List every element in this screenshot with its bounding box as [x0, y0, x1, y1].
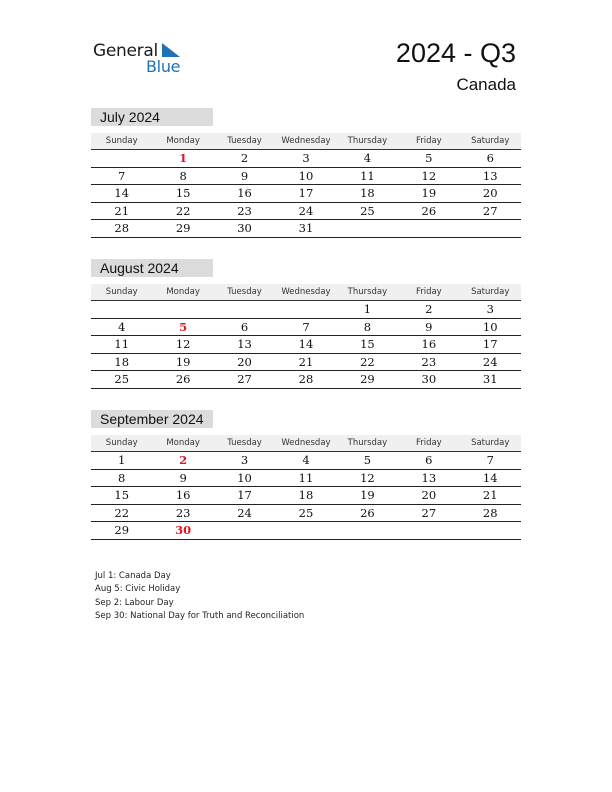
month-july: [91, 108, 521, 238]
day-cell: 12: [421, 168, 437, 183]
day-cell: 6: [425, 453, 433, 467]
day-cell: 4: [118, 319, 126, 334]
day-cell: 17: [298, 186, 314, 200]
day-cell: 23: [175, 505, 191, 520]
day-cell: 13: [237, 337, 252, 351]
day-cell: 11: [114, 337, 130, 351]
month-august: [91, 259, 521, 389]
day-cell: [152, 301, 213, 318]
weekday-header: Thursday: [347, 136, 388, 146]
day-cell: 22: [175, 203, 191, 218]
day-cell: 18: [298, 488, 314, 502]
day-cell: 13: [482, 168, 498, 183]
day-cell: 31: [482, 372, 498, 386]
week-row: [91, 301, 521, 319]
weekday-header: Friday: [415, 287, 442, 297]
day-cell: 29: [175, 221, 191, 235]
day-cell: 7: [486, 453, 494, 467]
country-name: Canada: [456, 75, 516, 94]
day-cell: 11: [360, 168, 375, 183]
day-cell: [275, 301, 336, 318]
week-row: [91, 371, 521, 389]
day-cell: 9: [425, 319, 433, 334]
day-cell: 25: [114, 372, 130, 386]
day-cell: 25: [298, 505, 314, 520]
day-cell: 17: [237, 488, 252, 502]
day-cell: 21: [114, 203, 130, 218]
day-cell: 8: [118, 470, 126, 485]
day-cell: 10: [298, 168, 314, 183]
day-cell: 6: [486, 151, 494, 165]
brand-logo: [93, 41, 193, 77]
day-cell: 26: [175, 372, 191, 386]
day-cell: 22: [360, 354, 375, 369]
day-cell: 30: [237, 221, 252, 235]
day-cell: 14: [298, 337, 314, 351]
day-cell: 15: [175, 186, 191, 200]
weekday-header: Wednesday: [281, 287, 331, 297]
day-cell: 3: [486, 302, 494, 316]
week-rows: [91, 452, 521, 540]
day-cell: 9: [179, 470, 187, 485]
day-cell: 10: [237, 470, 252, 485]
day-cell: 29: [114, 523, 130, 537]
day-cell: 28: [482, 505, 498, 520]
day-cell: [214, 301, 275, 318]
day-cell: 13: [421, 470, 437, 485]
day-cell: 15: [360, 337, 375, 351]
day-cell: 14: [114, 186, 130, 200]
weekday-header-row: [91, 284, 521, 301]
holiday-note: Sep 2: Labour Day: [95, 597, 174, 608]
weekday-header: Thursday: [347, 438, 388, 448]
day-cell: 24: [482, 354, 498, 369]
day-cell: 18: [360, 186, 375, 200]
day-cell: [460, 522, 521, 539]
day-cell: 19: [421, 186, 437, 200]
day-cell: 31: [298, 221, 314, 235]
day-cell-holiday: 2: [179, 453, 188, 467]
week-rows: [91, 301, 521, 389]
day-cell: 14: [482, 470, 498, 485]
day-cell: 5: [425, 151, 433, 165]
month-september: [91, 410, 521, 540]
weekday-header: Saturday: [471, 287, 510, 297]
day-cell: 8: [363, 319, 372, 334]
week-row: [91, 470, 521, 488]
day-cell: 21: [298, 354, 314, 369]
holiday-note: Aug 5: Civic Holiday: [95, 584, 181, 595]
day-cell-holiday: 1: [179, 151, 188, 165]
day-cell: 4: [302, 453, 310, 467]
day-cell: 27: [421, 505, 437, 520]
week-row: [91, 336, 521, 354]
day-cell: 16: [175, 488, 191, 502]
month-title: July 2024: [91, 108, 213, 126]
day-cell: 23: [421, 354, 437, 369]
day-cell: 11: [298, 470, 314, 485]
weekday-header: Thursday: [347, 287, 388, 297]
weekday-header: Monday: [166, 136, 200, 146]
day-cell: 8: [179, 168, 187, 183]
day-cell: 29: [360, 372, 375, 386]
day-cell: [398, 522, 459, 539]
day-cell: 21: [482, 488, 498, 502]
day-cell: 9: [240, 168, 249, 183]
day-cell: 17: [482, 337, 498, 351]
weekday-header: Tuesday: [227, 136, 262, 146]
weekday-header: Sunday: [105, 287, 138, 297]
day-cell: 12: [360, 470, 375, 485]
day-cell: [337, 220, 398, 237]
day-cell: 24: [298, 203, 314, 218]
day-cell: 7: [118, 168, 126, 183]
holiday-note: Sep 30: National Day for Truth and Reconciliation: [95, 610, 305, 621]
day-cell-holiday: 30: [175, 523, 192, 537]
weekday-header-row: [91, 133, 521, 150]
day-cell: [398, 220, 459, 237]
month-title: August 2024: [91, 259, 213, 277]
weekday-header: Sunday: [105, 136, 138, 146]
weekday-header: Friday: [415, 438, 442, 448]
brand-word-blue: Blue: [146, 57, 181, 76]
weekday-header-row: [91, 435, 521, 452]
day-cell: [275, 522, 336, 539]
day-cell: 20: [421, 488, 437, 502]
weekday-header: Wednesday: [281, 136, 331, 146]
day-cell: 2: [425, 302, 433, 316]
day-cell: 3: [240, 453, 249, 467]
brand-word-general: General: [93, 41, 158, 61]
day-cell: 3: [302, 151, 310, 165]
day-cell: 27: [237, 372, 252, 386]
day-cell: 20: [482, 186, 498, 200]
day-cell: [460, 220, 521, 237]
weekday-header: Monday: [166, 438, 200, 448]
week-row: [91, 487, 521, 505]
weekday-header: Tuesday: [227, 287, 262, 297]
day-cell: 4: [363, 151, 372, 165]
day-cell: 19: [175, 354, 191, 369]
weekday-header: Saturday: [471, 438, 510, 448]
brand-flag-icon: [162, 43, 182, 59]
weekday-header: Sunday: [105, 438, 138, 448]
day-cell: 12: [175, 337, 191, 351]
day-cell: 15: [114, 488, 130, 502]
week-row: [91, 319, 521, 337]
week-row: [91, 452, 521, 470]
day-cell: [214, 522, 275, 539]
day-cell: 2: [240, 151, 249, 165]
weekday-header: Friday: [415, 136, 442, 146]
weekday-header: Wednesday: [281, 438, 331, 448]
day-cell: 6: [240, 319, 249, 334]
day-cell: [337, 522, 398, 539]
day-cell: 27: [482, 203, 498, 218]
day-cell: 24: [237, 505, 252, 520]
day-cell: 28: [114, 221, 130, 235]
day-cell: 5: [363, 453, 372, 467]
week-rows: [91, 150, 521, 238]
week-row: [91, 220, 521, 238]
weekday-header: Monday: [166, 287, 200, 297]
day-cell: 20: [237, 354, 252, 369]
day-cell: 16: [237, 186, 252, 200]
day-cell: 1: [118, 453, 126, 467]
day-cell: [91, 301, 152, 318]
day-cell: 30: [421, 372, 437, 386]
month-title: September 2024: [91, 410, 213, 428]
day-cell: 18: [114, 354, 130, 369]
day-cell: 26: [421, 203, 437, 218]
week-row: [91, 354, 521, 372]
week-row: [91, 522, 521, 540]
day-cell: 23: [237, 203, 252, 218]
week-row: [91, 185, 521, 203]
day-cell: 10: [482, 319, 498, 334]
week-row: [91, 150, 521, 168]
day-cell: 26: [360, 505, 375, 520]
day-cell: 22: [114, 505, 130, 520]
day-cell: 19: [360, 488, 375, 502]
day-cell: 25: [360, 203, 375, 218]
day-cell: 28: [298, 372, 314, 386]
week-row: [91, 203, 521, 221]
day-cell: 7: [302, 319, 310, 334]
holiday-notes: [95, 570, 304, 623]
week-row: [91, 168, 521, 186]
day-cell: 16: [421, 337, 437, 351]
weekday-header: Tuesday: [227, 438, 262, 448]
weekday-header: Saturday: [471, 136, 510, 146]
day-cell: 1: [363, 302, 372, 316]
page-title: 2024 - Q3: [395, 38, 516, 68]
week-row: [91, 505, 521, 523]
day-cell: [91, 150, 152, 167]
day-cell-holiday: 5: [179, 319, 188, 334]
holiday-note: Jul 1: Canada Day: [95, 571, 171, 581]
